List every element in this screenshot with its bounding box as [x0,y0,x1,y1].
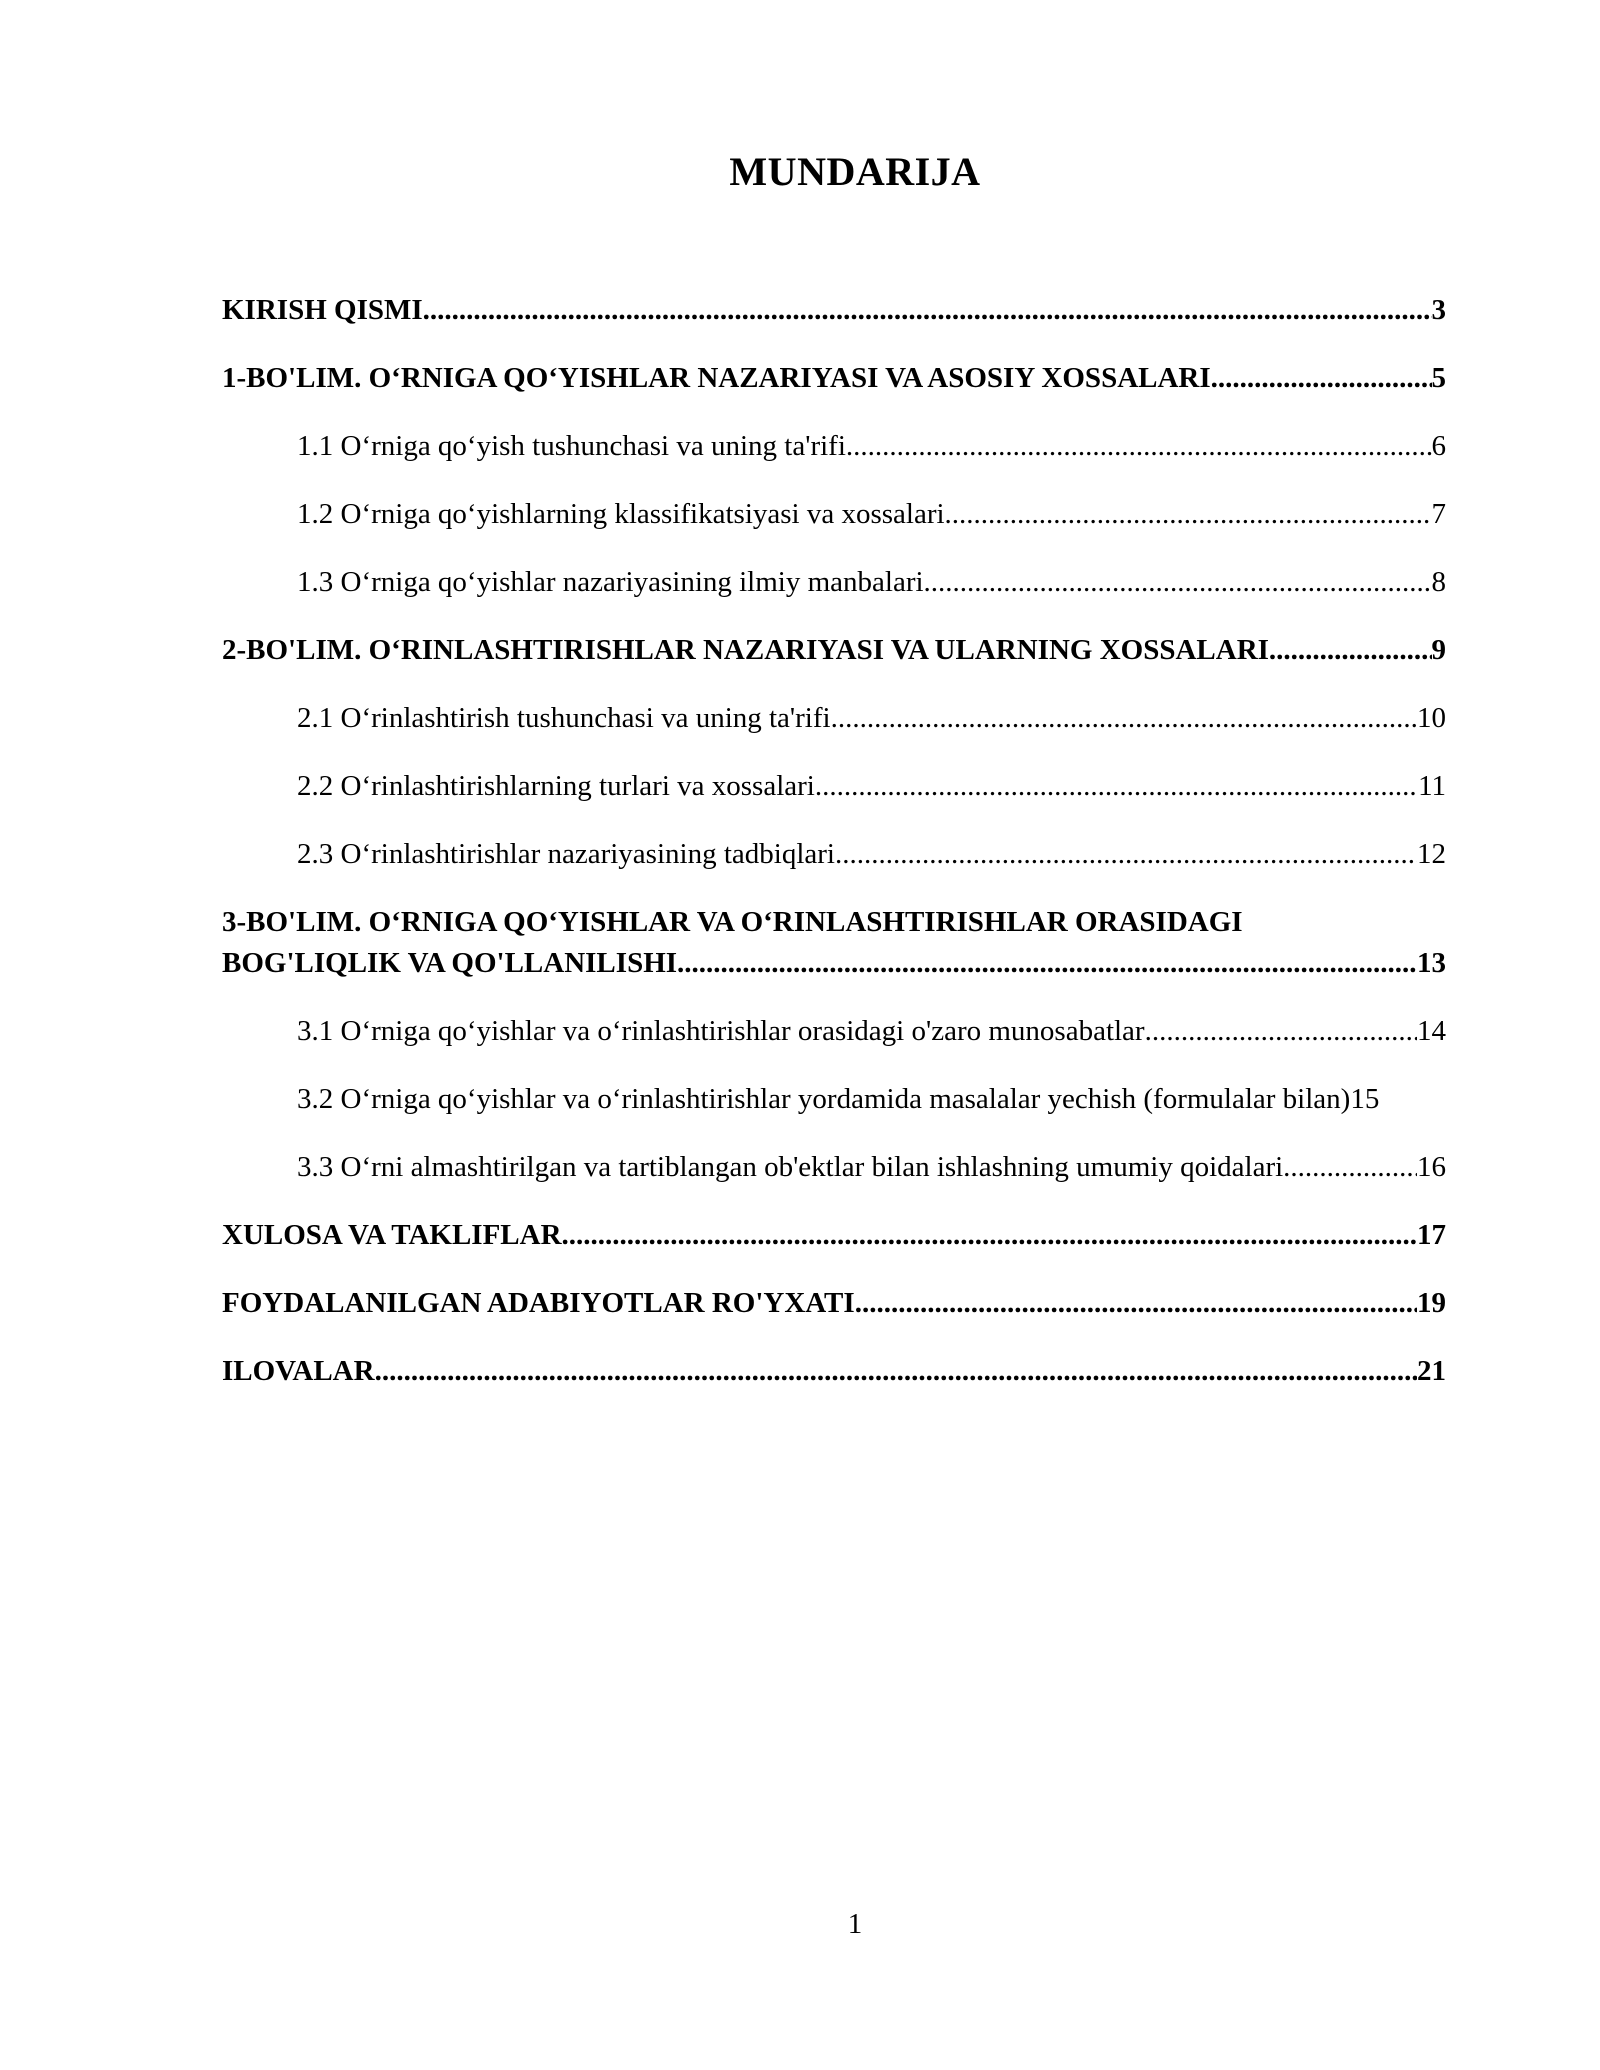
toc-page-number: 13 [1417,947,1446,979]
toc-leader-dots [562,1215,1417,1256]
toc-entry-appendices[interactable] [222,1351,1446,1392]
toc-entry-text: 1.1 O‘rniga qo‘yish tushunchasi va uning ta'rifi [297,430,846,462]
toc-leader-dots [423,290,1432,331]
table-of-contents [222,290,1446,1419]
toc-entry-text: XULOSA VA TAKLIFLAR [222,1219,562,1251]
toc-leader-dots [835,834,1417,875]
toc-entry-text: 3.3 O‘rni almashtirilgan va tartiblangan ob'ektlar bilan ishlashning umumiy qoidalari [297,1151,1284,1183]
toc-page-number: 5 [1431,362,1446,394]
toc-entry-section-2-2[interactable] [222,766,1446,807]
toc-entry-text: FOYDALANILGAN ADABIYOTLAR RO'YXATI [222,1287,855,1319]
toc-entry-references[interactable] [222,1283,1446,1324]
toc-leader-dots [1211,358,1432,399]
toc-entry-text: 1.3 O‘rniga qo‘yishlar nazariyasining ilmiy manbalari [297,566,924,598]
toc-page-number: 10 [1417,702,1446,734]
toc-page-number: 16 [1417,1151,1446,1183]
toc-page-number: 12 [1417,838,1446,870]
toc-page-number: 15 [1350,1083,1380,1115]
toc-page-number: 11 [1418,770,1446,802]
toc-entry-text: KIRISH QISMI [222,294,423,326]
toc-page-number: 9 [1431,634,1446,666]
page-title: MUNDARIJA [729,149,981,194]
toc-entry-section-3-3[interactable] [222,1147,1446,1188]
toc-entry-section-3[interactable] [222,902,1446,984]
toc-leader-dots [1145,1011,1417,1052]
toc-entry-text-line-1: 3-BO'LIM. O‘RNIGA QO‘YISHLAR VA O‘RINLASHTIRISHLAR ORASIDAGI [222,906,1243,938]
toc-leader-dots [846,426,1432,467]
toc-page-number: 21 [1417,1355,1446,1387]
toc-entry-section-2-1[interactable] [222,698,1446,739]
toc-page-number: 17 [1417,1219,1446,1251]
toc-entry-text: 3.1 O‘rniga qo‘yishlar va o‘rinlashtirishlar orasidagi o'zaro munosabatlar [297,1015,1145,1047]
toc-page-number: 3 [1431,294,1446,326]
toc-entry-text: 1-BO'LIM. O‘RNIGA QO‘YISHLAR NAZARIYASI VA ASOSIY XOSSALARI [222,362,1211,394]
toc-entry-section-3-1[interactable] [222,1011,1446,1052]
toc-leader-dots [855,1283,1417,1324]
toc-leader-dots [831,698,1417,739]
toc-entry-text: 2.3 O‘rinlashtirishlar nazariyasining tadbiqlari [297,838,835,870]
toc-entry-section-1-1[interactable] [222,426,1446,467]
toc-entry-line-2 [222,943,1446,984]
toc-entry-conclusion[interactable] [222,1215,1446,1256]
toc-page-number: 8 [1431,566,1446,598]
toc-page-number: 7 [1431,498,1446,530]
toc-leader-dots [1269,630,1432,671]
toc-leader-dots [375,1351,1417,1392]
toc-entry-text: 2-BO'LIM. O‘RINLASHTIRISHLAR NAZARIYASI VA ULARNING XOSSALARI [222,634,1269,666]
toc-entry-section-2[interactable] [222,630,1446,671]
toc-leader-dots [1283,1147,1417,1188]
toc-entry-section-1[interactable] [222,358,1446,399]
toc-entry-text: 2.2 O‘rinlashtirishlarning turlari va xossalari [297,770,815,802]
toc-entry-section-2-3[interactable] [222,834,1446,875]
toc-entry-section-3-2[interactable] [222,1079,1446,1120]
toc-entry-text: ILOVALAR [222,1355,375,1387]
toc-leader-dots [677,943,1417,984]
toc-entry-text-line-2: BOG'LIQLIK VA QO'LLANILISHI [222,947,678,979]
toc-entry-text: 1.2 O‘rniga qo‘yishlarning klassifikatsiyasi va xossalari [297,498,945,530]
toc-leader-dots [924,562,1432,603]
toc-entry-introduction[interactable] [222,290,1446,331]
toc-entry-text: 3.2 O‘rniga qo‘yishlar va o‘rinlashtirishlar yordamida masalalar yechish (formulalar bilan) [297,1083,1351,1115]
toc-entry-section-1-3[interactable] [222,562,1446,603]
toc-page-number: 6 [1431,430,1446,462]
page-number: 1 [847,1908,863,1940]
toc-entry-section-1-2[interactable] [222,494,1446,535]
toc-leader-dots [945,494,1432,535]
toc-page-number: 14 [1417,1015,1446,1047]
toc-leader-dots [815,766,1418,807]
toc-page-number: 19 [1417,1287,1446,1319]
toc-entry-text: 2.1 O‘rinlashtirish tushunchasi va uning ta'rifi [297,702,831,734]
